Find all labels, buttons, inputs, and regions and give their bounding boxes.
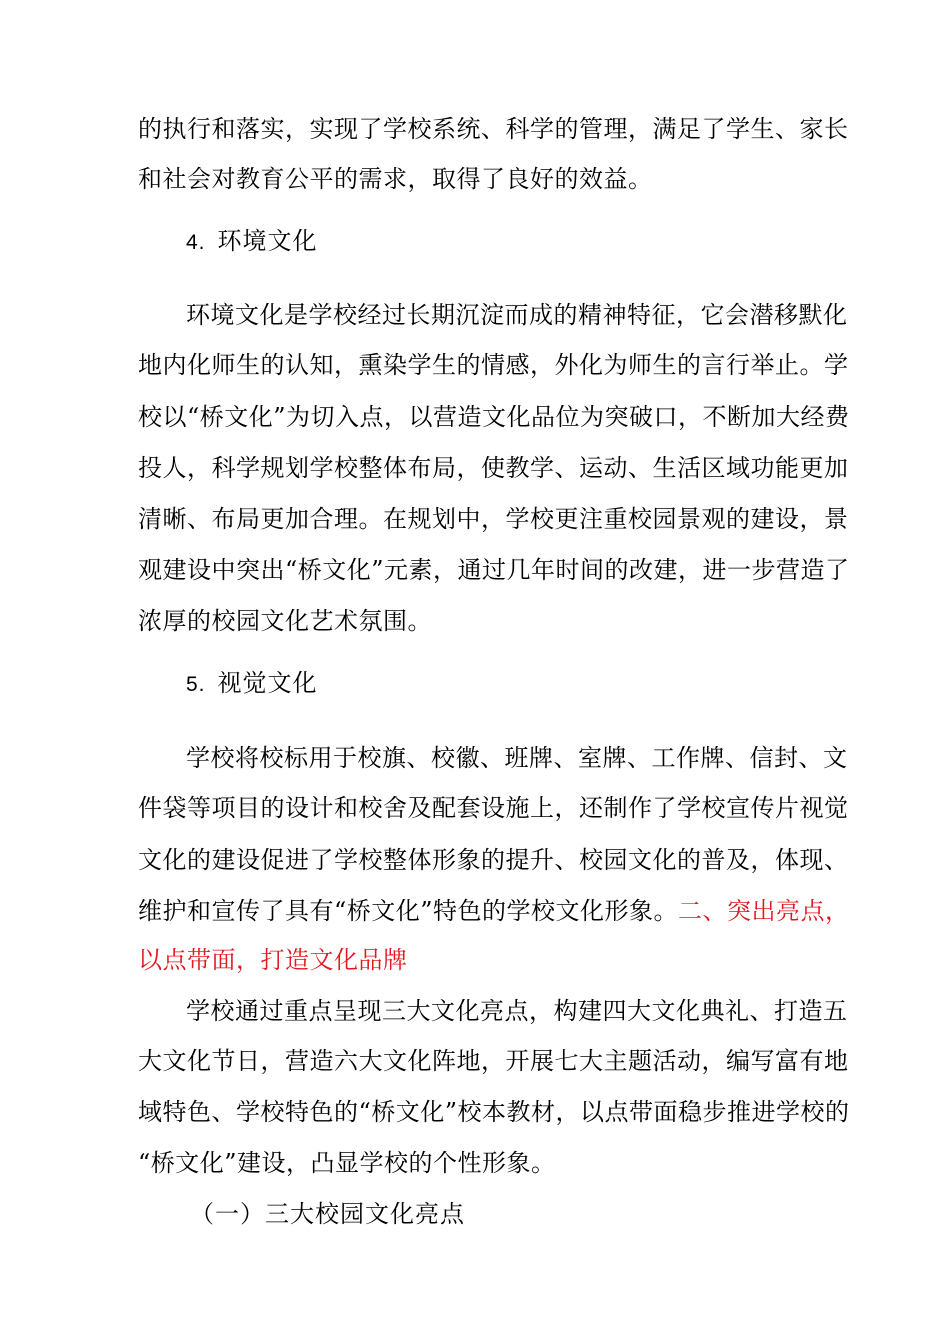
subsection-1-heading: （一）三大校园文化亮点 (190, 1200, 465, 1228)
paragraph-3-line-3: 文化的建设促进了学校整体形象的提升、校园文化的普及，体现、 (138, 846, 849, 874)
section-5-heading (186, 668, 318, 700)
paragraph-4-line-3: 域特色、学校特色的“桥文化”校本教材，以点带面稳步推进学校的 (138, 1098, 850, 1126)
paragraph-2-line-4: 投人，科学规划学校整体布局，使教学、运动、生活区域功能更加 (138, 454, 849, 482)
paragraph-2-line-3: 校以“桥文化”为切入点，以营造文化品位为突破口，不断加大经费 (138, 403, 850, 431)
paragraph-2-line-5: 清晰、布局更加合理。在规划中，学校更注重校园景观的建设，景 (138, 505, 849, 533)
section-5-title: 视觉文化 (217, 669, 318, 697)
section-4-number: 4. (186, 231, 206, 254)
paragraph-2-line-6: 观建设中突出“桥文化”元素，通过几年时间的改建，进一步营造了 (138, 556, 850, 584)
paragraph-4-line-4: “桥文化”建设，凸显学校的个性形象。 (138, 1149, 556, 1177)
paragraph-3-line-2: 件袋等项目的设计和校舍及配套设施上，还制作了学校宣传片视觉 (138, 794, 849, 822)
paragraph-1-line-1: 的执行和落实，实现了学校系统、科学的管理，满足了学生、家长 (138, 115, 849, 143)
paragraph-3-line-1: 学校将校标用于校旗、校徽、班牌、室牌、工作牌、信封、文 (186, 744, 848, 772)
section-4-title: 环境文化 (217, 227, 318, 255)
paragraph-2-line-1: 环境文化是学校经过长期沉淀而成的精神特征，它会潜移默化 (186, 301, 848, 329)
section-4-heading (186, 226, 318, 258)
paragraph-2-line-7: 浓厚的校园文化艺术氛围。 (138, 607, 432, 635)
section-2-heading-part-2: 以点带面，打造文化品牌 (138, 946, 408, 974)
paragraph-4-line-2: 大文化节日，营造六大文化阵地，开展七大主题活动，编写富有地 (138, 1047, 849, 1075)
paragraph-1-line-2: 和社会对教育公平的需求，取得了良好的效益。 (138, 165, 653, 193)
paragraph-2-line-2: 地内化师生的认知，熏染学生的情感，外化为师生的言行举止。学 (138, 351, 849, 379)
paragraph-3-line-4 (138, 896, 850, 926)
paragraph-4-line-1: 学校通过重点呈现三大文化亮点，构建四大文化典礼、打造五 (186, 997, 848, 1025)
section-5-number: 5. (186, 673, 206, 696)
paragraph-3-line-4-text: 维护和宣传了具有“桥文化”特色的学校文化形象。 (138, 897, 679, 925)
section-2-heading-part-1: 二、突出亮点， (678, 897, 850, 925)
